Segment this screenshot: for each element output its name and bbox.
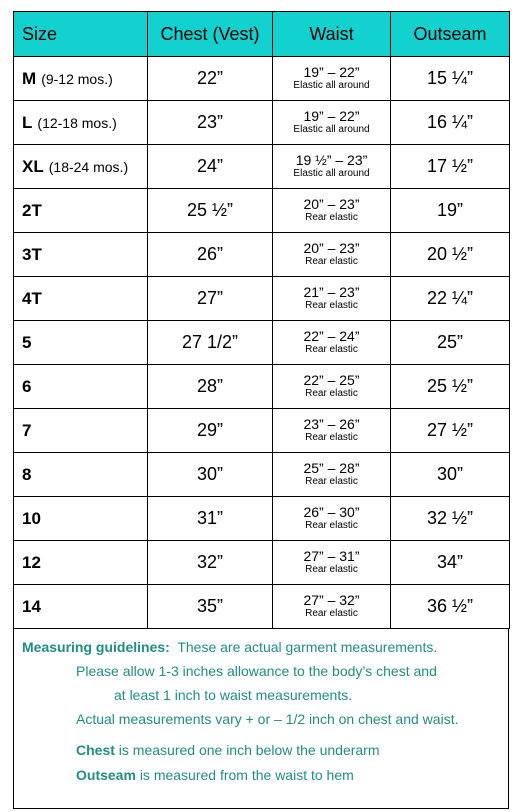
size-cell — [14, 189, 148, 233]
waist-elastic-note: Rear elastic — [305, 564, 358, 575]
waist-cell — [273, 321, 391, 365]
waist-elastic-note: Rear elastic — [305, 432, 358, 443]
chest-cell: 31” — [148, 497, 273, 541]
waist-range: 22” – 24” — [303, 328, 360, 344]
size-label: 4T — [22, 289, 42, 308]
table-row — [14, 585, 510, 629]
table-row — [14, 453, 510, 497]
waist-elastic-note: Rear elastic — [305, 608, 358, 619]
waist-elastic-note: Rear elastic — [305, 476, 358, 487]
guidelines-line-2: Please allow 1-3 inches allowance to the body’s chest and — [76, 663, 437, 679]
size-cell — [14, 277, 148, 321]
chest-cell: 23” — [148, 101, 273, 145]
size-label: 5 — [22, 333, 32, 352]
waist-range: 26” – 30” — [303, 504, 360, 520]
outseam-cell: 30” — [391, 453, 510, 497]
table-row — [14, 497, 510, 541]
size-cell — [14, 57, 148, 101]
table-row — [14, 145, 510, 189]
guidelines-line-3: at least 1 inch to waist measurements. — [114, 687, 353, 703]
chest-cell: 28” — [148, 365, 273, 409]
waist-range: 19” – 22” — [303, 64, 360, 80]
waist-elastic-note: Rear elastic — [305, 300, 358, 311]
waist-range: 22” – 25” — [303, 372, 360, 388]
outseam-cell: 32 ½” — [391, 497, 510, 541]
size-cell — [14, 497, 148, 541]
waist-elastic-note: Elastic all around — [293, 168, 370, 179]
size-cell — [14, 585, 148, 629]
chest-cell: 35” — [148, 585, 273, 629]
outseam-cell: 34” — [391, 541, 510, 585]
header-outseam: Outseam — [391, 12, 510, 57]
table-row — [14, 189, 510, 233]
size-label: 12 — [22, 553, 41, 572]
chest-cell: 22” — [148, 57, 273, 101]
outseam-term: Outseam — [76, 767, 136, 783]
table-row — [14, 277, 510, 321]
chest-text: is measured one inch below the underarm — [118, 742, 380, 758]
header-chest: Chest (Vest) — [148, 12, 273, 57]
size-label: 2T — [22, 201, 42, 220]
guidelines-line-1 — [22, 639, 437, 655]
waist-range: 27” – 31” — [303, 548, 360, 564]
measuring-guidelines — [13, 629, 509, 809]
waist-cell — [273, 585, 391, 629]
outseam-cell: 17 ½” — [391, 145, 510, 189]
table-row — [14, 409, 510, 453]
chest-cell: 29” — [148, 409, 273, 453]
guidelines-line-4: Actual measurements vary + or – 1/2 inch on chest and waist. — [76, 711, 459, 727]
waist-range: 19 ½” – 23” — [295, 152, 368, 168]
outseam-cell: 36 ½” — [391, 585, 510, 629]
waist-range: 25” – 28” — [303, 460, 360, 476]
guidelines-title: Measuring guidelines: — [22, 639, 170, 655]
size-label: 3T — [22, 245, 42, 264]
size-age-range: (18-24 mos.) — [48, 159, 129, 175]
outseam-cell: 25” — [391, 321, 510, 365]
chest-term: Chest — [76, 742, 115, 758]
size-cell — [14, 101, 148, 145]
waist-elastic-note: Rear elastic — [305, 388, 358, 399]
table-row — [14, 57, 510, 101]
waist-range: 20” – 23” — [303, 196, 360, 212]
waist-elastic-note: Elastic all around — [293, 80, 370, 91]
outseam-definition — [76, 767, 354, 783]
size-cell — [14, 409, 148, 453]
waist-cell — [273, 145, 391, 189]
table-row — [14, 321, 510, 365]
size-cell — [14, 321, 148, 365]
chest-cell: 27 1/2” — [148, 321, 273, 365]
size-label: 7 — [22, 421, 32, 440]
waist-cell — [273, 453, 391, 497]
chest-cell: 25 ½” — [148, 189, 273, 233]
outseam-cell: 16 ¼” — [391, 101, 510, 145]
waist-cell — [273, 57, 391, 101]
size-label: L — [22, 113, 33, 132]
waist-range: 21” – 23” — [303, 284, 360, 300]
table-body — [14, 57, 510, 629]
waist-elastic-note: Rear elastic — [305, 212, 358, 223]
size-age-range: (9-12 mos.) — [41, 71, 113, 87]
waist-range: 27” – 32” — [303, 592, 360, 608]
chest-cell: 26” — [148, 233, 273, 277]
chest-cell: 32” — [148, 541, 273, 585]
size-cell — [14, 453, 148, 497]
table-row — [14, 541, 510, 585]
size-cell — [14, 541, 148, 585]
size-cell — [14, 233, 148, 277]
chest-cell: 27” — [148, 277, 273, 321]
waist-range: 23” – 26” — [303, 416, 360, 432]
size-label: 14 — [22, 597, 41, 616]
guidelines-text-1: These are actual garment measurements. — [177, 639, 438, 655]
waist-cell — [273, 541, 391, 585]
size-label: XL — [22, 157, 44, 176]
chest-definition — [76, 742, 380, 758]
size-label: 8 — [22, 465, 32, 484]
waist-cell — [273, 189, 391, 233]
waist-range: 20” – 23” — [303, 240, 360, 256]
chest-cell: 24” — [148, 145, 273, 189]
waist-elastic-note: Rear elastic — [305, 256, 358, 267]
table-row — [14, 365, 510, 409]
table-row — [14, 101, 510, 145]
header-waist: Waist — [273, 12, 391, 57]
header-size: Size — [14, 12, 148, 57]
waist-elastic-note: Elastic all around — [293, 124, 370, 135]
waist-elastic-note: Rear elastic — [305, 520, 358, 531]
size-chart — [13, 11, 509, 809]
size-age-range: (12-18 mos.) — [37, 115, 117, 131]
size-table — [13, 11, 510, 629]
chest-cell: 30” — [148, 453, 273, 497]
waist-cell — [273, 277, 391, 321]
waist-cell — [273, 101, 391, 145]
outseam-cell: 20 ½” — [391, 233, 510, 277]
waist-cell — [273, 497, 391, 541]
size-label: 10 — [22, 509, 41, 528]
outseam-text: is measured from the waist to hem — [139, 767, 354, 783]
waist-cell — [273, 409, 391, 453]
waist-cell — [273, 365, 391, 409]
table-row — [14, 233, 510, 277]
outseam-cell: 19” — [391, 189, 510, 233]
outseam-cell: 22 ¼” — [391, 277, 510, 321]
table-header-row — [14, 12, 510, 57]
size-cell — [14, 365, 148, 409]
outseam-cell: 15 ¼” — [391, 57, 510, 101]
waist-range: 19” – 22” — [303, 108, 360, 124]
waist-elastic-note: Rear elastic — [305, 344, 358, 355]
size-label: M — [22, 69, 37, 88]
size-cell — [14, 145, 148, 189]
size-label: 6 — [22, 377, 32, 396]
outseam-cell: 25 ½” — [391, 365, 510, 409]
waist-cell — [273, 233, 391, 277]
outseam-cell: 27 ½” — [391, 409, 510, 453]
